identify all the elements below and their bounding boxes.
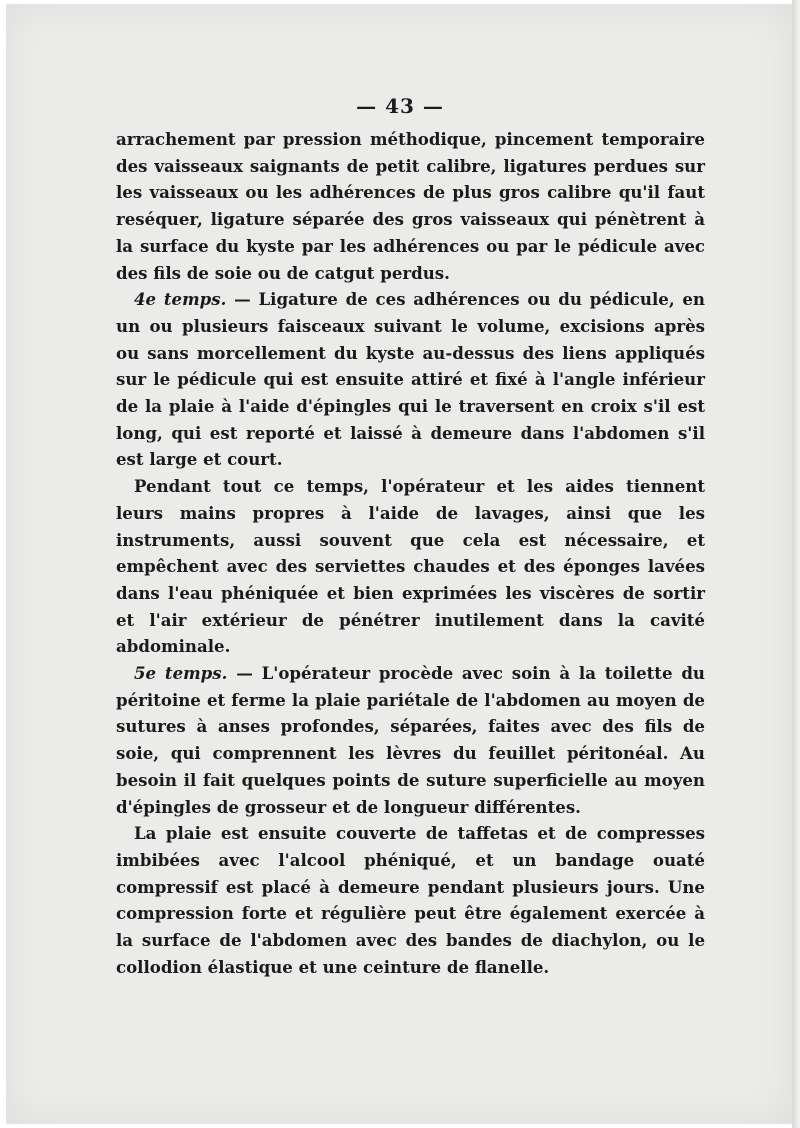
paragraph-text: — L'opérateur procède avec soin à la toilette du péritoine et ferme la plaie pariétale de l'abdomen au moyen de sutures à anses profondes, séparées, faites avec des fils de soie, qui comprennent les lèvres du feuillet péritonéal. Au besoin il fait quelques points de suture superficielle au moyen d'épingles de grosseur et de longueur différentes.: [116, 663, 705, 817]
body-text: [116, 126, 705, 981]
paragraph-text: — Ligature de ces adhérences ou du pédicule, en un ou plusieurs faisceaux suivant le volume, excisions après ou sans morcellement du kyste au-dessus des liens appliqués sur le pédicule qui est ensuite attiré et fixé à l'angle inférieur de la plaie à l'aide d'épingles qui le traversent en croix s'il est long, qui est reporté et laissé à demeure dans l'abdomen s'il est large et court.: [116, 289, 705, 470]
paragraph-text: La plaie est ensuite couverte de taffetas et de compresses imbibées avec l'alcool phéniqué, et un bandage ouaté compressif est placé à demeure pendant plusieurs jours. Une compression forte et régulière peut être également exercée à la surface de l'abdomen avec des bandes de diachylon, ou le collodion élastique et une ceinture de flanelle.: [116, 823, 705, 977]
page-number: — 43 —: [356, 94, 444, 118]
paragraph-hygiene: [116, 473, 705, 660]
paragraph-text: arrachement par pression méthodique, pincement temporaire des vaisseaux saignants de petit calibre, ligatures perdues sur les vaisseaux ou les adhérences de plus gros calibre qu'il faut reséquer, ligature séparée des gros vaisseaux qui pénètrent à la surface du kyste par les adhérences ou par le pédicule avec des fils de soie ou de catgut perdus.: [116, 129, 705, 283]
step-label: 4e temps.: [134, 289, 227, 310]
paragraph-continuation: [116, 126, 705, 286]
paragraph-step-4: [116, 286, 705, 473]
paragraph-step-5: [116, 660, 705, 820]
paragraph-dressing: [116, 820, 705, 980]
page-edge: [792, 0, 800, 1128]
step-label: 5e temps.: [134, 663, 228, 684]
paragraph-text: Pendant tout ce temps, l'opérateur et les aides tiennent leurs mains propres à l'aide de lavages, ainsi que les instruments, aussi souvent que cela est nécessaire, et empêchent avec des serviettes chaudes et des éponges lavées dans l'eau phéniquée et bien exprimées les viscères de sortir et l'air extérieur de pénétrer inutilement dans la cavité abdominale.: [116, 476, 705, 657]
